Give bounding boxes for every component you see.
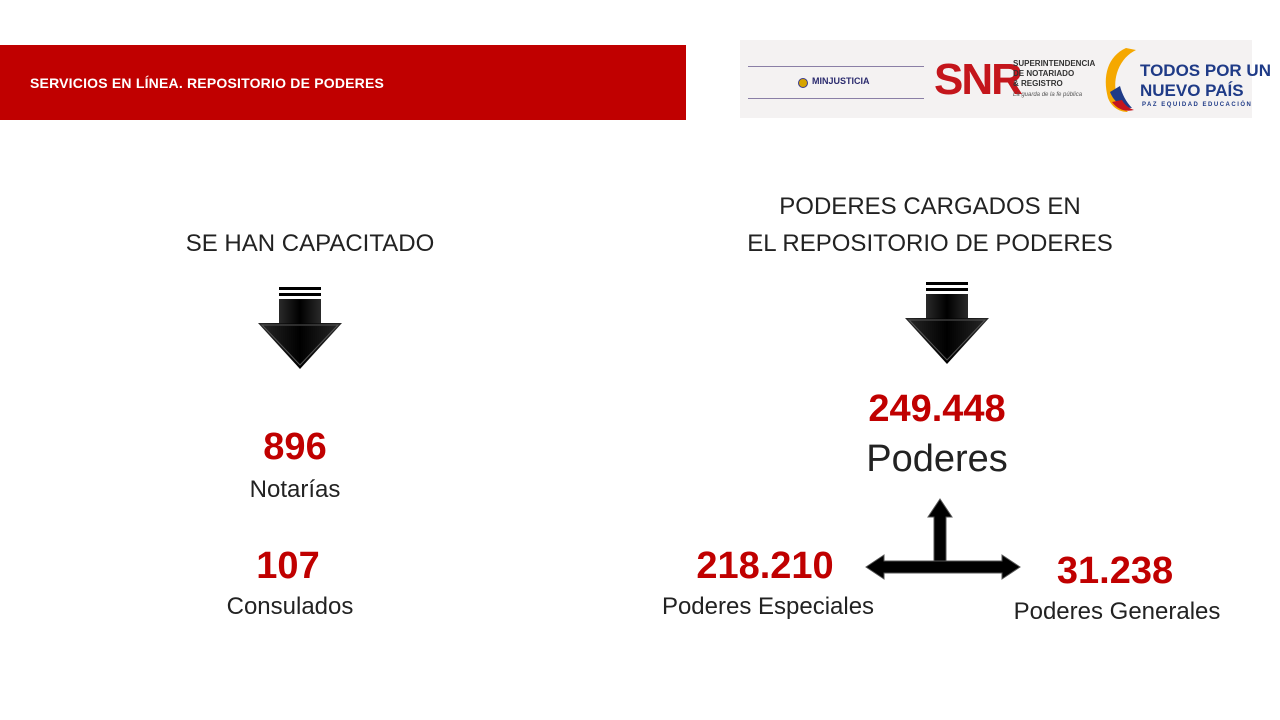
right-heading-line-2: EL REPOSITORIO DE PODERES <box>747 230 1113 257</box>
down-arrow-icon <box>903 280 993 366</box>
snr-tagline: La guarda de la fe pública <box>1013 92 1083 98</box>
tpnp-line-1: TODOS POR UN <box>1140 61 1271 80</box>
total-poderes-count: 249.448 <box>868 388 1006 430</box>
right-heading-line-1: PODERES CARGADOS EN <box>779 193 1081 220</box>
tpnp-line-2: NUEVO PAÍS <box>1140 81 1244 100</box>
especiales-label: Poderes Especiales <box>661 593 875 620</box>
header-title: SERVICIOS EN LÍNEA. REPOSITORIO DE PODERES <box>30 75 385 91</box>
snr-line-3: & REGISTRO <box>1013 79 1063 88</box>
generales-count: 31.238 <box>1056 550 1174 592</box>
especiales-count: 218.210 <box>696 545 834 587</box>
generales-label: Poderes Generales <box>1013 598 1221 625</box>
consulados-label: Consulados <box>226 593 354 620</box>
tpnp-tagline: PAZ EQUIDAD EDUCACIÓN <box>1142 102 1253 108</box>
down-arrow-icon <box>256 285 346 371</box>
logo-strip <box>740 40 1271 118</box>
total-poderes-label: Poderes <box>866 438 1008 480</box>
consulados-count: 107 <box>256 545 320 587</box>
minjusticia-rule-bottom <box>748 98 924 99</box>
minjusticia-rule-top <box>748 66 924 67</box>
notarias-label: Notarías <box>249 476 341 503</box>
three-way-arrow-icon <box>860 495 1030 585</box>
header-banner <box>0 45 686 120</box>
tpnp-swoosh-icon <box>1096 42 1140 116</box>
snr-line-1: SUPERINTENDENCIA <box>1013 59 1096 68</box>
minjusticia-seal-icon <box>798 78 808 88</box>
snr-line-2: DE NOTARIADO <box>1013 69 1075 78</box>
snr-logo: SNR <box>934 55 1021 104</box>
notarias-count: 896 <box>263 426 327 468</box>
left-heading: SE HAN CAPACITADO <box>185 230 435 257</box>
minjusticia-logo: MINJUSTICIA <box>812 76 870 86</box>
